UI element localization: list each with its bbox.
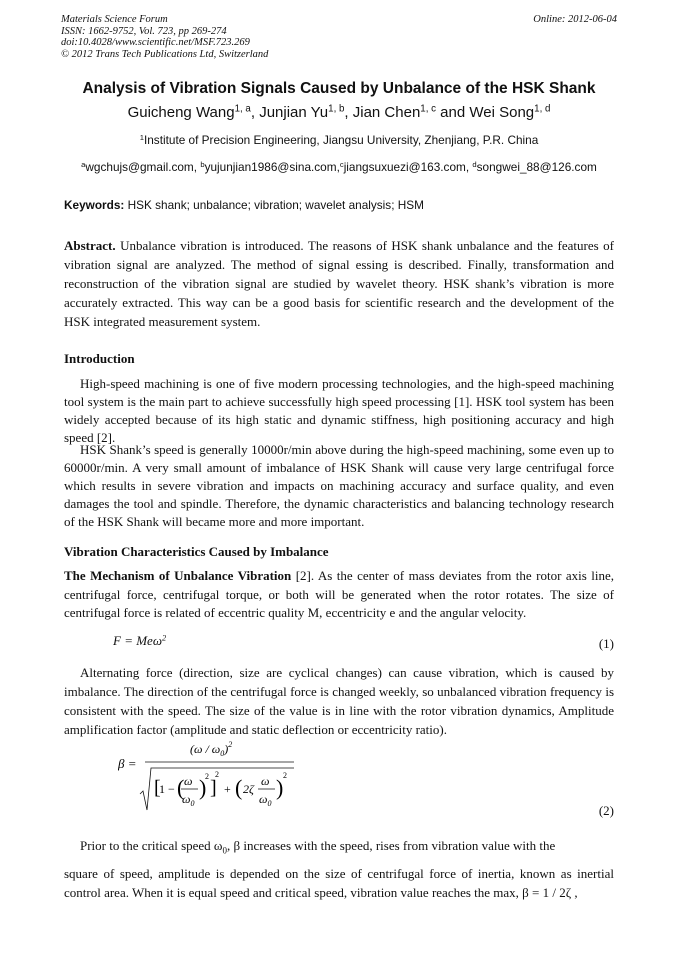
svg-text:ω0: $\omega_0$ xyxy=(182,792,195,808)
svg-text:(: ( xyxy=(235,775,243,800)
email-list: $^a$wgchujs@gmail.com, $^b$yujunjian1986@sina.com,$^c$jiangsuxuezi@163.com, $^d$songwei_88@126.com xyxy=(81,159,597,174)
author-name: Wei Song xyxy=(469,104,535,121)
eq2-lhs: β = xyxy=(118,756,137,771)
email-link[interactable]: wgchujs@gmail.com, xyxy=(85,160,201,174)
intro-paragraph-2: HSK Shank’s speed is generally 10000r/min above during the high-speed machining, some even up to 60000r/min. A very small amount of imbalance of HSK Shank will cause very large centrifugal force which results in severe vibration and impacts on machining accuracy and surface quality, and even damages the tool and spindle. Therefore, the dynamic characteristics and balancing technology research of the HSK Shank will became more and more important. xyxy=(64,442,614,529)
author-name: Junjian Yu xyxy=(259,104,329,121)
keywords: Keywords: HSK shank; unbalance; vibration; wavelet analysis; HSM xyxy=(64,198,424,212)
publication-metadata xyxy=(61,14,617,60)
issn-line: ISSN: 1662-9752, Vol. 723, pp 269-274 xyxy=(61,25,227,37)
intro-paragraph-1: High-speed machining is one of five modern processing technologies, and the high-speed machining tool system is the main part to achieve successfully high speed processing [1]. HSK tool system has been widely accepted because of its high static and dynamic stiffness, high positioning accuracy and high speed [2]. xyxy=(64,376,614,445)
doi-line[interactable]: doi:10.4028/www.scientific.net/MSF.723.269 xyxy=(61,37,250,48)
svg-text:): ) xyxy=(199,775,207,800)
eq2-plus: + xyxy=(224,782,231,796)
svg-text:2: 2 xyxy=(215,770,219,779)
abstract: Abstract. Unbalance vibration is introduced. The reasons of HSK shank unbalance and the features of vibration signal are analyzed. The method of signal essing is described. Finally, transformation and reconstruction of the vibration signal are studied by wavelet theory. HSK shank’s vibration is more accurately extracted. This way can be a good basis for scientific research and the development of the HSK integrated measurement system. xyxy=(64,238,614,329)
section-heading-vibration: Vibration Characteristics Caused by Imbalance xyxy=(64,544,329,559)
affiliation: $^1$Institute of Precision Engineering, Jiangsu University, Zhenjiang, P.R. China xyxy=(139,132,539,147)
equation-1-number: (1) xyxy=(598,636,614,651)
eq2-numerator: $(\omega / \omega_0)^2$ xyxy=(190,740,233,758)
svg-text:2: 2 xyxy=(205,772,209,781)
equation-1: F = Meω$^2$ xyxy=(113,632,167,648)
email-link[interactable]: jiangsuxuezi@163.com, xyxy=(343,160,473,174)
svg-text:2: 2 xyxy=(283,771,287,780)
journal-name: Materials Science Forum xyxy=(61,14,168,25)
svg-text:ω: ω xyxy=(261,774,270,788)
prior-critical-speed-line: Prior to the critical speed $\omega_0$, β increases with the speed, rises from vibration value with the xyxy=(80,838,556,856)
author-sup: 1, c xyxy=(420,103,437,115)
svg-text:[: [ xyxy=(154,777,161,799)
paper-title: Analysis of Vibration Signals Caused by Unbalance of the HSK Shank xyxy=(82,80,596,97)
section-heading-introduction: Introduction xyxy=(64,351,135,366)
online-date: Online: 2012-06-04 xyxy=(533,14,617,25)
author-name: Guicheng Wang xyxy=(127,104,235,121)
svg-text:ω: ω xyxy=(184,774,193,788)
email-link[interactable]: yujunjian1986@sina.com, xyxy=(204,160,340,174)
svg-text:): ) xyxy=(276,775,284,800)
abstract-label: Abstract. xyxy=(64,238,116,253)
mechanism-label: The Mechanism of Unbalance Vibration xyxy=(64,568,292,583)
author-name: Jian Chen xyxy=(352,104,421,121)
eq2-two-zeta: 2ζ xyxy=(243,782,254,796)
email-link[interactable]: songwei_88@126.com xyxy=(476,160,597,174)
eq2-one-minus: 1 − xyxy=(159,782,175,796)
author-list: Guicheng Wang$^{1, a}$, Junjian Yu$^{1, b}$, Jian Chen$^{1, c}$ and Wei Song$^{1, d}$ xyxy=(127,103,551,121)
prior-critical-speed-paragraph: square of speed, amplitude is depended on the size of centrifugal force of inertia, known as inertial control area. When it is equal speed and critical speed, vibration value reaches the max, β = 1 / 2ζ , xyxy=(64,866,614,900)
alternating-force-paragraph: Alternating force (direction, size are cyclical changes) can cause vibration, which is caused by imbalance. The direction of the centrifugal force is changed weekly, so unbalanced vibration frequency is consistent with the speed. The size of the value is in line with the rotor vibration dynamics, Amplitude amplification factor (amplitude and static deflection or eccentricity ratio). xyxy=(64,665,614,737)
author-sup: 1, b xyxy=(328,103,345,115)
mechanism-paragraph: The Mechanism of Unbalance Vibration [2]. As the center of mass deviates from the rotor axis line, centrifugal force, centrifugal torque, or both will be generated when the rotor rotates. The size of centrifugal force is related of eccentric quality M, eccentricity e and the angular velocity. xyxy=(64,568,614,620)
svg-text:(: ( xyxy=(177,775,185,800)
keywords-label: Keywords: xyxy=(64,198,125,212)
author-sup: 1, d xyxy=(534,103,551,115)
equation-2-number: (2) xyxy=(598,803,614,818)
svg-text:]: ] xyxy=(210,777,217,799)
svg-text:ω0: $\omega_0$ xyxy=(259,792,272,808)
equation-2 xyxy=(118,736,298,816)
author-sup: 1, a xyxy=(234,103,251,115)
copyright-line: © 2012 Trans Tech Publications Ltd, Switzerland xyxy=(61,48,269,60)
